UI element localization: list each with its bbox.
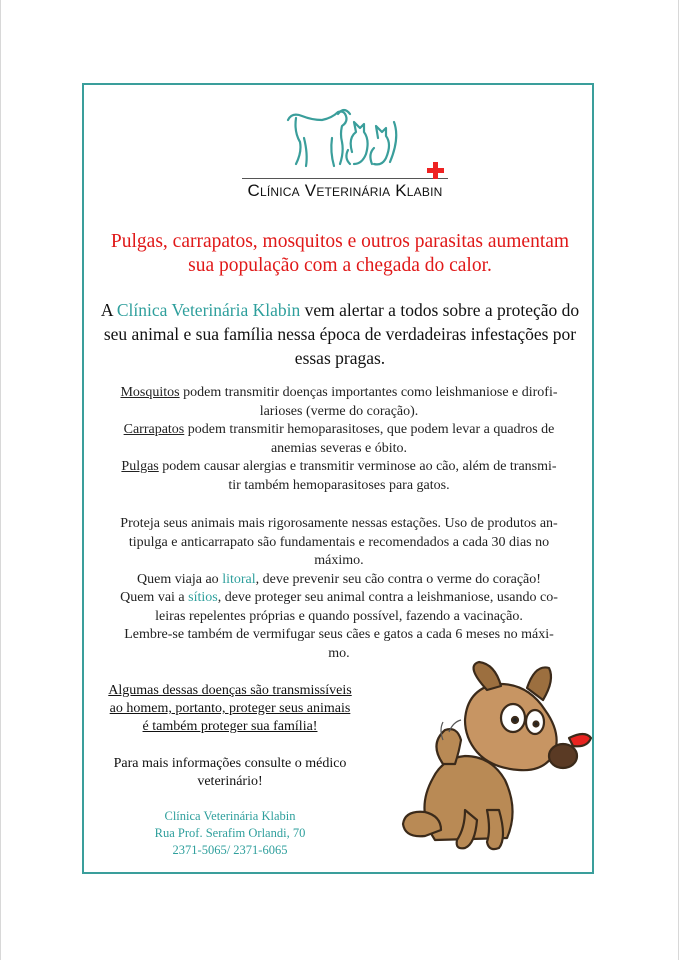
- warning-line: é também proteger sua família!: [142, 719, 318, 734]
- page-edge-left: [0, 0, 1, 960]
- litoral-pre: Quem viaja ao: [137, 571, 223, 587]
- pulgas-text: podem causar alergias e transmitir verminose ao cão, além de transmi-: [158, 459, 557, 474]
- mosquitos-line: larioses (verme do coração).: [259, 403, 419, 419]
- intro-clinic-name: Clínica Veterinária Klabin: [116, 300, 301, 320]
- advice-paragraph: [88, 515, 590, 663]
- warning-note: [88, 682, 372, 736]
- intro-paragraph: [95, 298, 585, 370]
- litoral-post: , deve prevenir seu cão contra o verme do coração!: [255, 571, 541, 587]
- sitios-word: sítios: [188, 590, 218, 605]
- litoral-word: litoral: [222, 571, 256, 587]
- mosquitos-line: [88, 384, 590, 403]
- advice-line: tipulga e anticarrapato são fundamentais e recomendados a cada 30 dias no: [128, 534, 550, 550]
- intro-line: [95, 298, 585, 322]
- intro-prefix: A: [100, 300, 117, 320]
- scratching-dog-cartoon: [395, 660, 595, 860]
- advice-line: Proteja seus animais mais rigorosamente nessas estações. Uso de produtos an-: [120, 516, 558, 531]
- litoral-line: [88, 571, 590, 590]
- intro-line: essas pragas.: [294, 348, 386, 368]
- more-info-note: [88, 755, 372, 791]
- contact-block: [88, 808, 372, 859]
- headline-line: sua população com a chegada do calor.: [188, 255, 492, 276]
- diseases-paragraph: [88, 384, 590, 495]
- pulgas-line: tir também hemoparasitoses para gatos.: [228, 477, 450, 493]
- sitios-line: [88, 589, 590, 608]
- more-info-line: veterinário!: [197, 774, 263, 789]
- clinic-name-logo: Clínica Veterinária Klabin: [247, 181, 443, 200]
- sitios-post: , deve proteger seu animal contra a leishmaniose, usando co-: [217, 590, 558, 605]
- mosquitos-term: Mosquitos: [120, 385, 180, 400]
- pulgas-line: [88, 458, 590, 477]
- deworm-line: Lembre-se também de vermifugar seus cães e gatos a cada 6 meses no máxi-: [124, 627, 554, 642]
- logo-rule: [242, 178, 448, 179]
- pulgas-term: Pulgas: [121, 459, 159, 474]
- carrapatos-term: Carrapatos: [123, 422, 185, 437]
- red-cross-icon: [427, 162, 444, 179]
- sitios-pre: Quem vai a: [120, 590, 189, 605]
- carrapatos-line: [88, 421, 590, 440]
- deworm-line: mo.: [328, 645, 350, 661]
- carrapatos-line: anemias severas e óbito.: [270, 440, 408, 456]
- intro-text: vem alertar a todos sobre a proteção do: [300, 300, 580, 320]
- headline: [95, 230, 585, 278]
- headline-line: Pulgas, carrapatos, mosquitos e outros parasitas aumentam: [110, 231, 570, 252]
- more-info-line: Para mais informações consulte o médico: [113, 756, 347, 771]
- clinic-logo: [238, 108, 450, 200]
- contact-address: Rua Prof. Serafim Orlandi, 70: [154, 826, 306, 840]
- warning-line: Algumas dessas doenças são transmissíveis: [108, 683, 352, 698]
- advice-line: máximo.: [314, 553, 364, 568]
- contact-name: Clínica Veterinária Klabin: [164, 809, 296, 823]
- mosquitos-text: podem transmitir doenças importantes como leishmaniose e dirofi-: [179, 385, 558, 400]
- warning-line: ao homem, portanto, proteger seus animais: [109, 701, 351, 716]
- sitios-line: leiras repelentes próprias e quando possível, fazendo a vacinação.: [155, 608, 523, 624]
- intro-line: seu animal e sua família nessa época de verdadeiras infestações por: [103, 324, 577, 344]
- contact-phones: 2371-5065/ 2371-6065: [172, 843, 288, 857]
- dog-and-cats-line-art-icon: [282, 108, 402, 178]
- carrapatos-text: podem transmitir hemoparasitoses, que podem levar a quadros de: [184, 422, 555, 437]
